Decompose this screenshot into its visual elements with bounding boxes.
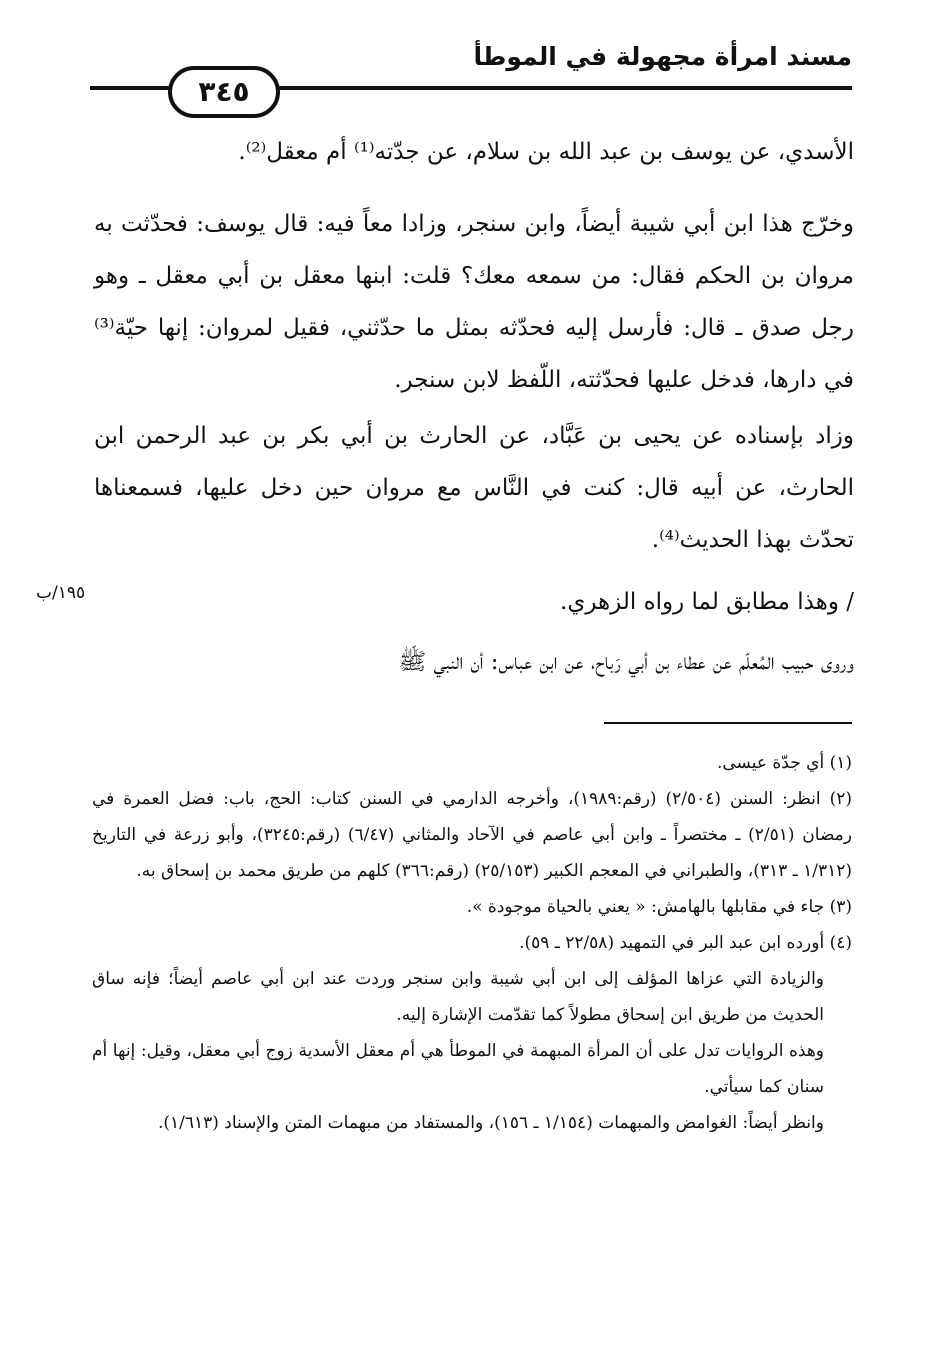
paragraph-text: الأسدي، عن يوسف بن عبد الله بن سلام، عن جدّته⁽¹⁾ أم معقل⁽²⁾. bbox=[238, 139, 854, 165]
paragraph-text: / وهذا مطابق لما رواه الزهري. bbox=[560, 589, 854, 615]
paragraph-text: وزاد بإسناده عن يحيى بن عَبَّاد، عن الحارث بن أبي بكر بن عبد الرحمن ابن الحارث، عن أبيه قال: كنت في النَّاس مع مروان حين دخل عليها، فسمعناها تحدّث بهذا الحديث⁽⁴⁾. bbox=[94, 423, 854, 553]
body-paragraph-3 bbox=[94, 410, 854, 566]
footnote-4-continuation: والزيادة التي عزاها المؤلف إلى ابن أبي شيبة وابن سنجر وردت عند ابن أبي عاصم أيضاً؛ فإنه ساق الحديث من طريق ابن إسحاق مطولاً كما تقدّمت الإشارة إليه. bbox=[92, 969, 824, 1025]
footnotes bbox=[92, 745, 852, 1141]
paragraph-text: وخرّج هذا ابن أبي شيبة أيضاً، وابن سنجر، وزادا معاً فيه: قال يوسف: فحدّثت به مروان بن الحكم فقال: من سمعه معك؟ قلت: ابنها معقل بن أبي معقل ـ وهو رجل صدق ـ قال: فأرسل إليه فحدّثه بمثل ما حدّثني، فقيل لمروان: إنها حيّة⁽³⁾ في دارها، فدخل عليها فحدّثته، اللّفظ لابن سنجر. bbox=[94, 211, 854, 393]
body-paragraph-5 bbox=[94, 636, 854, 688]
paragraph-text: وروى حبيب المُعلّم عن عطاء بن أبي رَباح، عن ابن عباس: أن النبي ﷺ bbox=[398, 649, 854, 675]
footnote-2: (٢) انظر: السنن (٢/٥٠٤) (رقم:١٩٨٩)، وأخرجه الدارمي في السنن كتاب: الحج، باب: فضل العمرة في رمضان (٢/٥١) ـ مختصراً ـ وابن أبي عاصم في الآحاد والمثاني (٦/٤٧) (رقم:٣٢٤٥)، وأبو زرعة في التاريخ (١/٣١٢ ـ ٣١٣)، والطبراني في المعجم الكبير (٢٥/١٥٣) (رقم:٣٦٦) كلهم من طريق محمد بن إسحاق به. bbox=[92, 789, 852, 881]
footnote-4-continuation: وانظر أيضاً: الغوامض والمبهمات (١/١٥٤ ـ ١٥٦)، والمستفاد من مبهمات المتن والإسناد (١/٦١٣). bbox=[157, 1113, 824, 1133]
manuscript-folio-note: ١٩٥/ب bbox=[36, 583, 86, 603]
body-paragraph-2 bbox=[94, 198, 854, 406]
body-paragraph-1 bbox=[94, 126, 854, 178]
page-number: ٣٤٥ bbox=[168, 66, 280, 118]
footnote-3: (٣) جاء في مقابلها بالهامش: « يعني بالحياة موجودة ». bbox=[466, 897, 852, 917]
footnote-1: (١) أي جدّة عيسى. bbox=[716, 753, 852, 773]
body-paragraph-4 bbox=[94, 576, 854, 628]
footnote-4: (٤) أورده ابن عبد البر في التمهيد (٢٢/٥٨ ـ ٥٩). bbox=[519, 933, 852, 953]
footnote-4-continuation: وهذه الروايات تدل على أن المرأة المبهمة في الموطأ هي أم معقل الأسدية زوج أبي معقل، وقيل: إنها أم سنان كما سيأتي. bbox=[92, 1041, 824, 1097]
running-header-title: مسند امرأة مجهولة في الموطأ bbox=[473, 42, 852, 71]
footnote-separator bbox=[604, 722, 852, 724]
